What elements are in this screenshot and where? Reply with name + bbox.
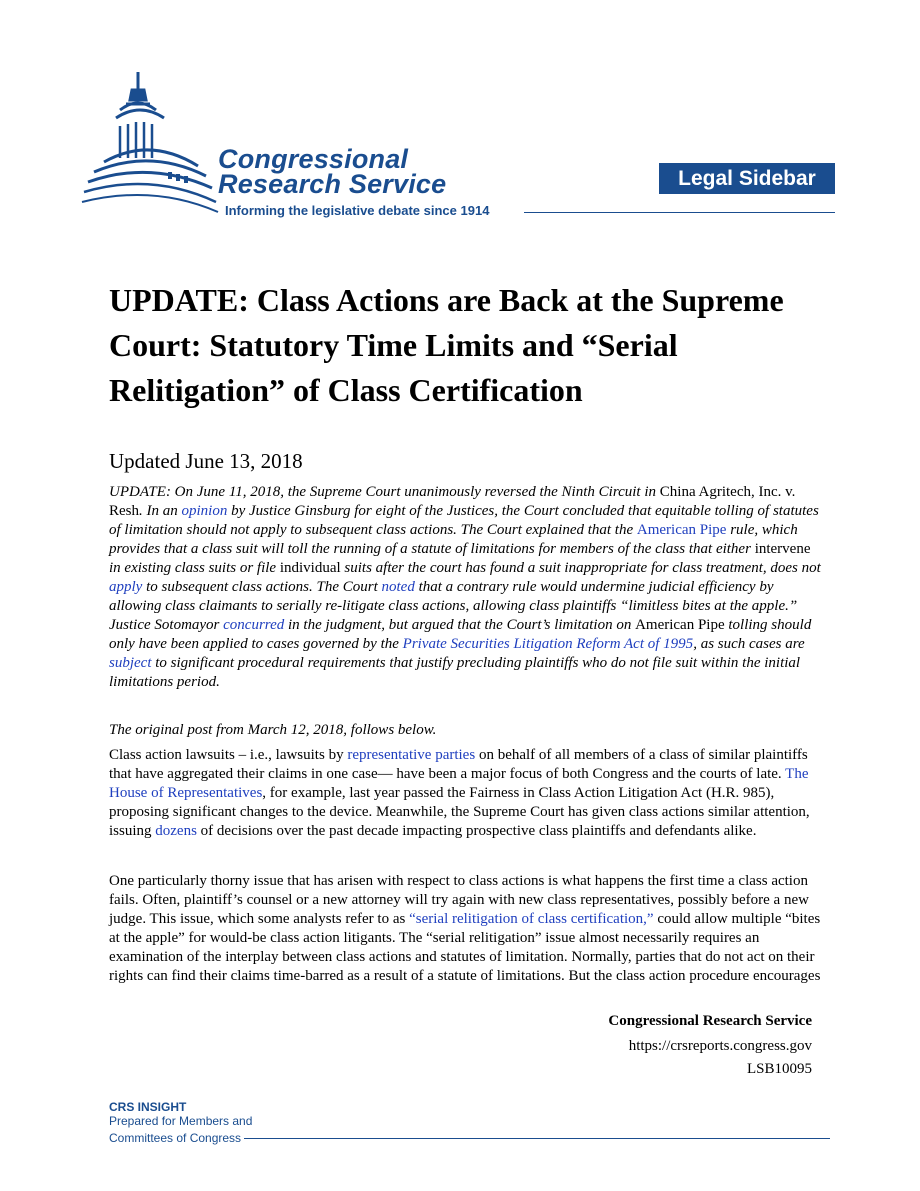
text-run: in existing class suits or file	[109, 560, 280, 576]
text-run: in the judgment, but argued that the Court’s limitation on	[284, 617, 636, 633]
inline-link[interactable]: “serial relitigation of class certification,”	[409, 911, 654, 927]
inline-link[interactable]: The House of Representatives	[109, 766, 809, 801]
inline-link[interactable]: noted	[381, 579, 415, 595]
org-name-line2: Research Service	[218, 169, 447, 199]
text-run: to subsequent class actions. The Court	[142, 579, 382, 595]
text-run: China Agritech, Inc. v. Resh	[109, 484, 796, 519]
text-run: UPDATE: On June 11, 2018, the Supreme Court unanimously reversed the Ninth Circuit in	[109, 484, 660, 500]
text-run: American Pipe	[635, 617, 725, 633]
inline-link[interactable]: Private Securities Litigation Reform Act of 1995	[402, 636, 694, 652]
text-run: , for example, last year passed the Fairness in Class Action Litigation Act (H.R. 985), proposing significant changes to the device. Meanwhile, the Supreme Court has given class actions similar attention, issuing	[109, 785, 810, 839]
legal-sidebar-badge: Legal Sidebar	[659, 163, 835, 194]
update-paragraph	[109, 483, 821, 692]
footer-org: Congressional Research Service	[608, 1013, 812, 1029]
insight-line-2: Prepared for Members and	[109, 1114, 253, 1128]
page-title: UPDATE: Class Actions are Back at the Supreme Court: Statutory Time Limits and “Serial Relitigation” of Class Certification	[109, 282, 784, 408]
body-paragraph-2	[109, 872, 821, 986]
org-name-line1: Congressional	[218, 144, 409, 174]
inline-link[interactable]: apply	[109, 579, 143, 595]
text-run: suits after the court has found a suit inappropriate for class treatment, does not	[340, 560, 821, 576]
insight-rule	[244, 1138, 830, 1139]
text-run: that a contrary rule would undermine judicial efficiency by allowing class claimants to serially re-litigate class actions, allowing class plaintiffs “limitless bites at the apple.” Justice Sotomayor	[109, 579, 798, 633]
original-post-note: The original post from March 12, 2018, follows below.	[109, 722, 437, 738]
inline-link[interactable]: American Pipe	[636, 522, 727, 538]
text-run: One particularly thorny issue that has arisen with respect to class actions is what happens the first time a class action fails. Often, plaintiff’s counsel or a new attorney will try again with new class representatives, possibly before a new judge. This issue, which some analysts refer to as	[109, 873, 809, 927]
capitol-dome-icon	[80, 66, 220, 216]
inline-link[interactable]: opinion	[181, 503, 228, 519]
inline-link[interactable]: dozens	[155, 823, 197, 839]
footer-url[interactable]: https://crsreports.congress.gov	[628, 1038, 812, 1054]
text-run: intervene	[754, 541, 811, 557]
updated-date: Updated June 13, 2018	[109, 449, 303, 473]
crs-insight-title: CRS INSIGHT	[109, 1100, 187, 1114]
text-run: . In an	[139, 503, 182, 519]
text-run: to significant procedural requirements that justify precluding plaintiffs who do not file suit within the initial limitations period.	[109, 655, 801, 690]
text-run: Class action lawsuits – i.e., lawsuits by	[109, 747, 348, 763]
text-run: by Justice Ginsburg for eight of the Justices, the Court concluded that equitable tolling of statutes of limitation should not apply to subsequent class actions. The Court explained that the	[109, 503, 819, 538]
text-run: on behalf of all members of a class of similar plaintiffs that have aggregated their claims in one case— have been a major focus of both Congress and the courts of late.	[109, 747, 808, 782]
inline-link[interactable]: subject	[109, 655, 152, 671]
text-run: individual	[279, 560, 341, 576]
text-run: , as such cases are	[693, 636, 805, 652]
inline-link[interactable]: concurred	[223, 617, 285, 633]
tagline-rule	[524, 212, 835, 213]
org-tagline: Informing the legislative debate since 1914	[225, 203, 490, 218]
footer-report-id: LSB10095	[746, 1061, 812, 1077]
text-run: of decisions over the past decade impacting prospective class plaintiffs and defendants alike.	[196, 823, 757, 839]
body-paragraph-1	[109, 746, 821, 841]
inline-link[interactable]: representative parties	[347, 747, 476, 763]
insight-line-3: Committees of Congress	[109, 1131, 242, 1145]
text-run: could allow multiple “bites at the apple” for would-be class action litigants. The “serial relitigation” issue almost necessarily requires an examination of the interplay between class actions and statutes of limitation. Normally, parties that do not act on their rights can find their claims time-barred as a result of a statute of limitations. But the class action procedure encourages	[109, 911, 821, 984]
text-run: rule, which provides that a class suit will toll the running of a statute of limitations for members of the class that either	[109, 522, 798, 557]
text-run: tolling should only have been applied to cases governed by the	[109, 617, 812, 652]
